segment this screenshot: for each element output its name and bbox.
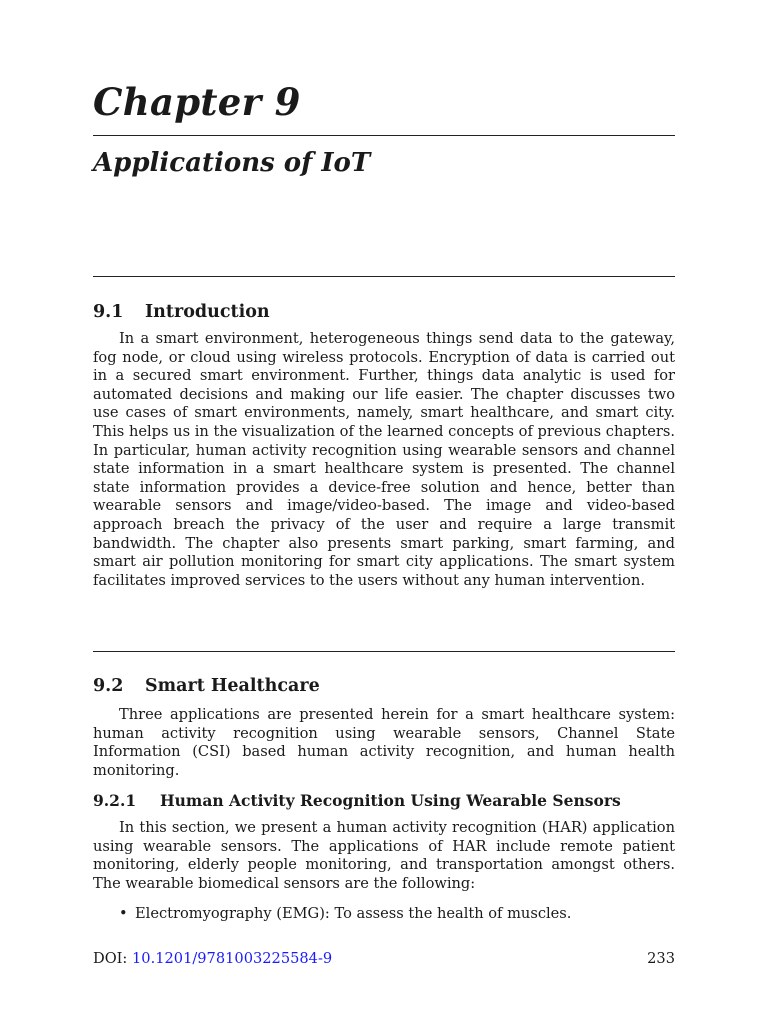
section-title: Smart Healthcare (145, 676, 320, 696)
section-heading-introduction (93, 302, 270, 322)
chapter-title: Applications of IoT (93, 148, 371, 178)
subsection-heading-har-wearable (93, 791, 621, 810)
list-item-text: Electromyography (EMG): To assess the health of muscles. (135, 905, 572, 922)
subsection-title: Human Activity Recognition Using Wearable Sensors (160, 791, 621, 810)
doi-link[interactable]: 10.1201/9781003225584-9 (132, 950, 333, 967)
section-number: 9.1 (93, 302, 124, 322)
bullet-icon: • (119, 905, 128, 922)
healthcare-paragraph: Three applications are presented herein for a smart healthcare system: human activity recognition using wearable sensors, Channel State Information (CSI) based human activity recognition, and human health monitoring. (93, 706, 675, 779)
sensor-list (93, 905, 675, 924)
document-page (93, 0, 675, 1024)
doi-prefix: DOI: (93, 950, 132, 967)
page-footer (93, 950, 675, 967)
section-number: 9.2 (93, 676, 124, 696)
section-title: Introduction (145, 302, 270, 322)
section-heading-smart-healthcare (93, 676, 320, 696)
har-paragraph: In this section, we present a human activity recognition (HAR) application using wearable sensors. The applications of HAR include remote patient monitoring, elderly people monitoring, and transportation amongst others. The wearable biomedical sensors are the following: (93, 819, 675, 892)
section-rule (93, 276, 675, 277)
section-rule (93, 651, 675, 652)
chapter-label: Chapter 9 (93, 80, 301, 124)
intro-paragraph: In a smart environment, heterogeneous things send data to the gateway, fog node, or cloud using wireless protocols. Encryption of data is carried out in a secured smart environment. Further, things data analytic is used for automated decisions and making our life easier. The chapter discusses two use cases of smart environments, namely, smart healthcare, and smart city. This helps us in the visualization of the learned concepts of previous chapters. In particular, human activity recognition using wearable sensors and channel state information in a smart healthcare system is presented. The channel state information provides a device-free solution and hence, better than wearable sensors and image/video-based. The image and video-based approach breach the privacy of the user and require a large transmit bandwidth. The chapter also presents smart parking, smart farming, and smart air pollution monitoring for smart city applications. The smart system facilitates improved services to the users without any human intervention. (93, 330, 675, 589)
chapter-rule (93, 135, 675, 136)
subsection-number: 9.2.1 (93, 791, 137, 810)
page-number: 233 (647, 950, 675, 967)
list-item (93, 905, 675, 924)
